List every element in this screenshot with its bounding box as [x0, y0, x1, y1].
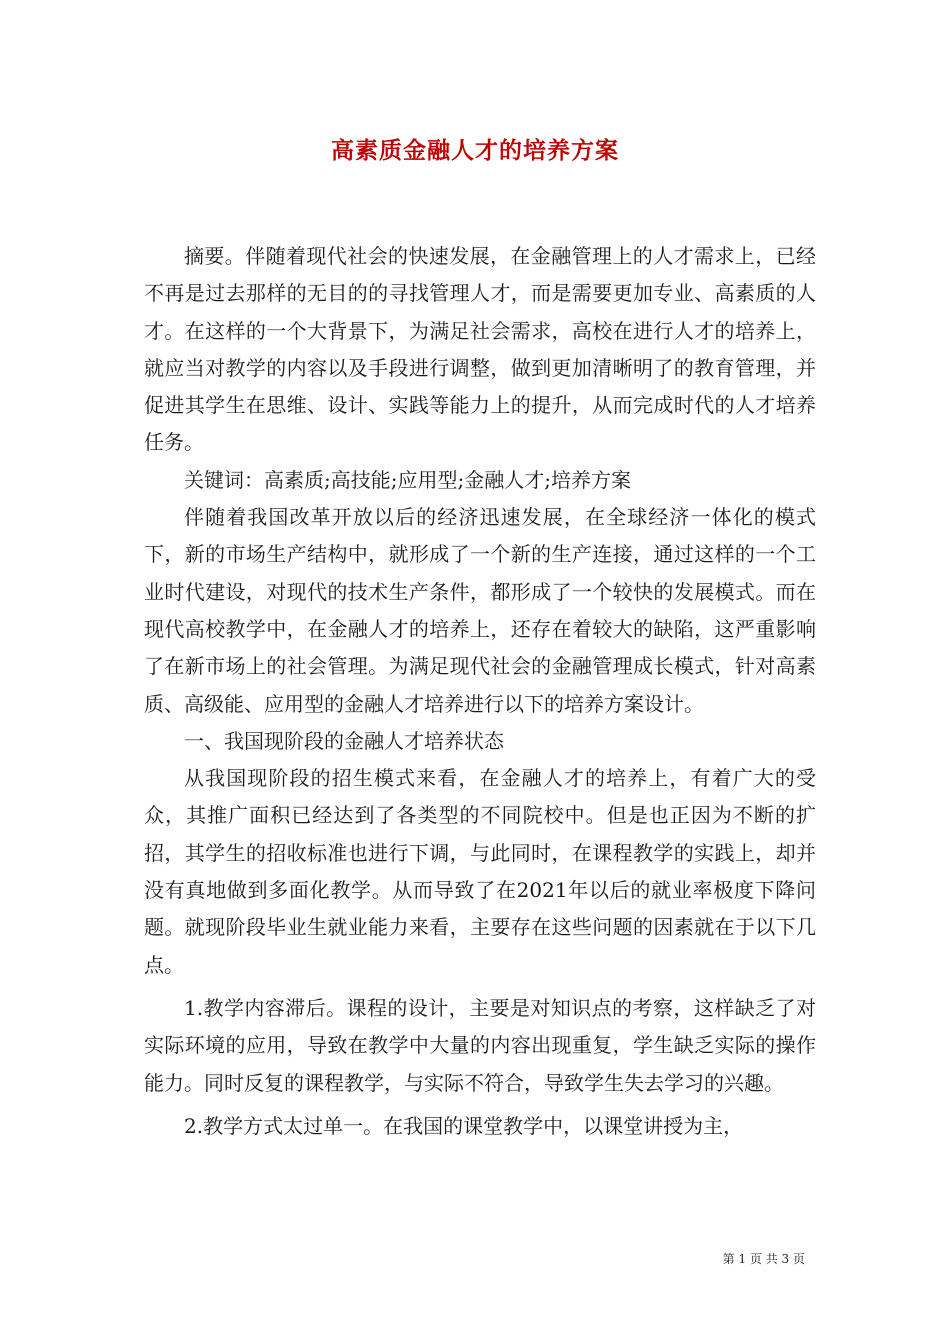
- list-item-paragraph: 2.教学方式太过单一。在我国的课堂教学中，以课堂讲授为主，: [184, 1113, 744, 1138]
- document-body: [144, 238, 816, 1145]
- page-number: 第 1 页 共 3 页: [722, 1252, 805, 1266]
- body-paragraph: 从我国现阶段的招生模式来看，在金融人才的培养上，有着广大的受众，其推广面积已经达到了各类型的不同院校中。但是也正因为不断的扩招，其学生的招收标准也进行下调，与此同时，在课程教学的实践上，却并没有真地做到多面化教学。从而导致了在2021年以后的就业率极度下降问题。就现阶段毕业生就业能力来看，主要存在这些问题的因素就在于以下几点。: [144, 766, 816, 977]
- section-heading: 一、我国现阶段的金融人才培养状态: [184, 728, 504, 753]
- keywords-paragraph: 关键词：高素质;高技能;应用型;金融人才;培养方案: [184, 467, 631, 492]
- list-item-paragraph: 1.教学内容滞后。课程的设计，主要是对知识点的考察，这样缺乏了对实际环境的应用，导致在教学中大量的内容出现重复，学生缺乏实际的操作能力。同时反复的课程教学，与实际不符合，导致学生失去学习的兴趣。: [144, 995, 816, 1095]
- abstract-paragraph: 摘要。伴随着现代社会的快速发展，在金融管理上的人才需求上，已经不再是过去那样的无目的的寻找管理人才，而是需要更加专业、高素质的人才。在这样的一个大背景下，为满足社会需求，高校在进行人才的培养上，就应当对教学的内容以及手段进行调整，做到更加清晰明了的教育管理，并促进其学生在思维、设计、实践等能力上的提升，从而完成时代的人才培养任务。: [144, 244, 816, 455]
- intro-paragraph: 伴随着我国改革开放以后的经济迅速发展，在全球经济一体化的模式下，新的市场生产结构中，就形成了一个新的生产连接，通过这样的一个工业时代建设，对现代的技术生产条件，都形成了一个较快的发展模式。而在现代高校教学中，在金融人才的培养上，还存在着较大的缺陷，这严重影响了在新市场上的社会管理。为满足现代社会的金融管理成长模式，针对高素质、高级能、应用型的金融人才培养进行以下的培养方案设计。: [144, 505, 816, 716]
- document-title: 高素质金融人才的培养方案: [331, 137, 619, 164]
